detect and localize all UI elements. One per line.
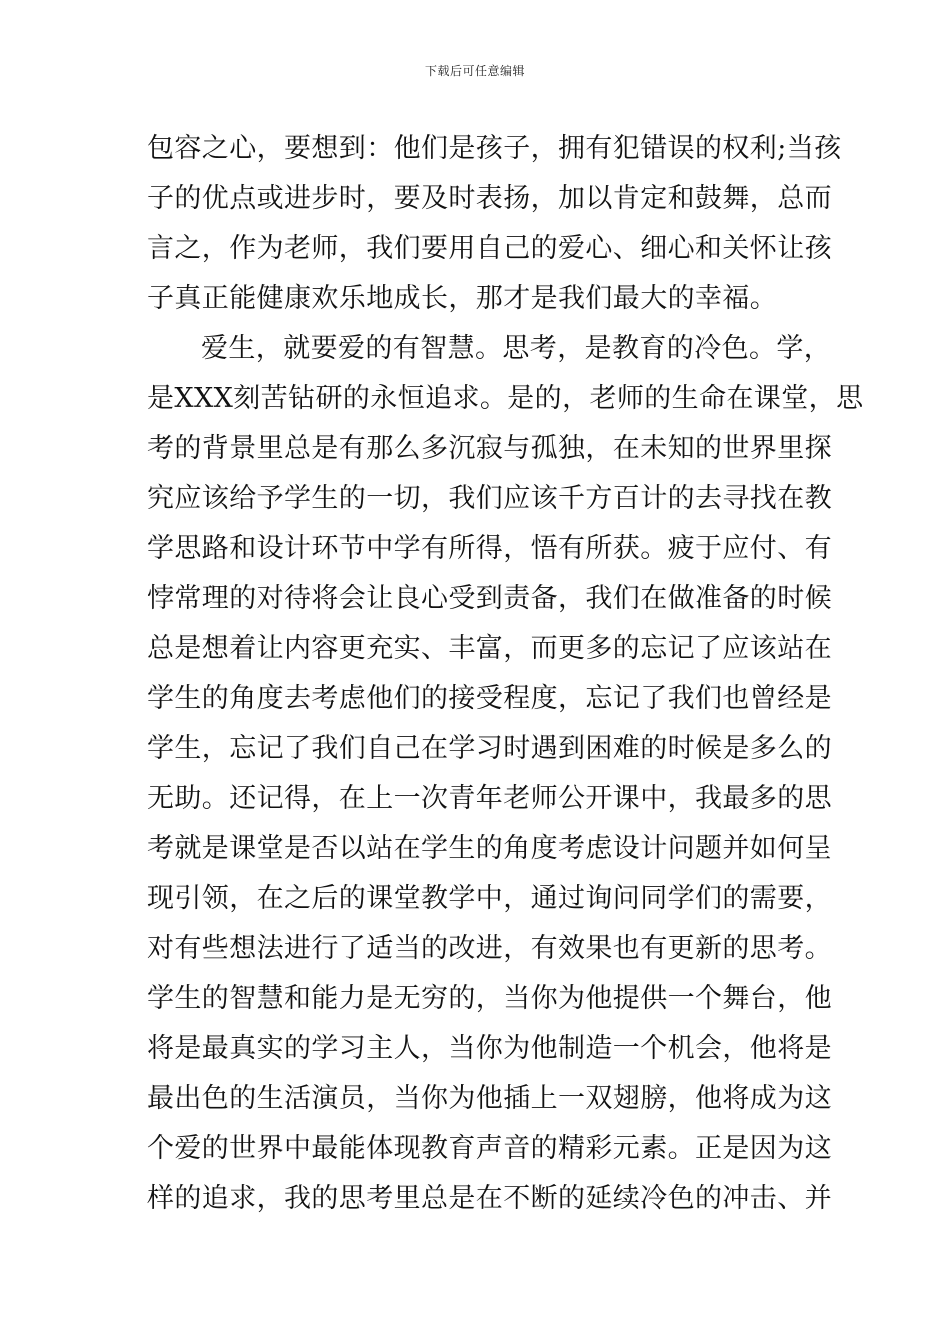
text-line: 学生的角度去考虑他们的接受程度，忘记了我们也曾经是 [147, 683, 832, 714]
text-line: 学生的智慧和能力是无穷的，当你为他提供一个舞台，他 [147, 983, 832, 1014]
text-line: 子真正能健康欢乐地成长，那才是我们最大的幸福。 [147, 283, 778, 314]
text-line: 样的追求，我的思考里总是在不断的延续冷色的冲击、并 [147, 1183, 832, 1214]
text-line: 子的优点或进步时，要及时表扬，加以肯定和鼓舞，总而 [147, 183, 832, 214]
text-line: 悖常理的对待将会让良心受到责备，我们在做准备的时候 [147, 583, 832, 614]
text-line: 究应该给予学生的一切，我们应该千方百计的去寻找在教 [147, 483, 832, 514]
text-line: 言之，作为老师，我们要用自己的爱心、细心和关怀让孩 [147, 233, 832, 264]
text-line: 无助。还记得，在上一次青年老师公开课中，我最多的思 [147, 783, 832, 814]
text-line: 个爱的世界中最能体现教育声音的精彩元素。正是因为这 [147, 1133, 832, 1164]
paragraph-first-line: 爱生，就要爱的有智慧。思考，是教育的冷色。学， [201, 333, 832, 364]
text-line: 学思路和设计环节中学有所得，悟有所获。疲于应付、有 [147, 533, 832, 564]
text-line: 将是最真实的学习主人，当你为他制造一个机会，他将是 [147, 1033, 832, 1064]
text-line: 总是想着让内容更充实、丰富，而更多的忘记了应该站在 [147, 633, 832, 664]
text-line: 学生，忘记了我们自己在学习时遇到困难的时候是多么的 [147, 733, 832, 764]
page-header: 下载后可任意编辑 [424, 64, 525, 78]
text-line: 对有些想法进行了适当的改进，有效果也有更新的思考。 [147, 933, 832, 964]
text-line: 考就是课堂是否以站在学生的角度考虑设计问题并如何呈 [147, 833, 832, 864]
text-line: 考的背景里总是有那么多沉寂与孤独，在未知的世界里探 [147, 433, 832, 464]
text-line: 是XXX刻苦钻研的永恒追求。是的，老师的生命在课堂，思 [147, 383, 864, 414]
text-line: 现引领，在之后的课堂教学中，通过询问同学们的需要， [147, 883, 832, 914]
document-body [147, 124, 864, 1224]
text-line: 最出色的生活演员，当你为他插上一双翅膀，他将成为这 [147, 1083, 832, 1114]
text-line: 包容之心，要想到：他们是孩子，拥有犯错误的权利;当孩 [147, 133, 842, 164]
